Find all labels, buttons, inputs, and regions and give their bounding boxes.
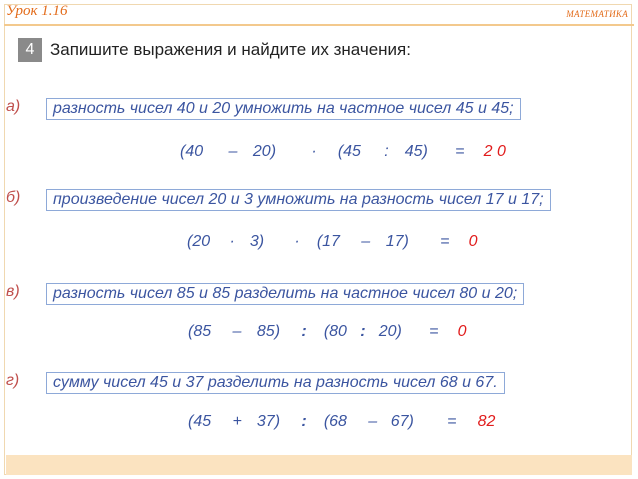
expr-operator: : — [301, 323, 307, 340]
expr-operator: : — [360, 323, 366, 340]
footer-bar — [6, 455, 632, 475]
expr-term: (85 — [188, 323, 212, 340]
expr-term: 67) — [390, 413, 414, 430]
task-number-badge: 4 — [18, 38, 42, 62]
expr-term: (45 — [188, 413, 212, 430]
expr-term: 20) — [252, 143, 277, 160]
subject-label: МАТЕМАТИКА — [566, 9, 628, 19]
expr-operator: – — [232, 323, 242, 340]
expr-term: (17 — [316, 233, 340, 250]
expr-term: 85) — [256, 323, 281, 340]
lesson-label: Урок 1.16 — [6, 3, 68, 19]
item-letter: а) — [6, 98, 21, 115]
expression — [180, 143, 506, 161]
expr-operator: – — [368, 413, 378, 430]
answer-value: 82 — [477, 413, 496, 430]
expr-term: 17) — [385, 233, 409, 250]
answer-value: 0 — [468, 233, 478, 250]
expression — [188, 413, 495, 431]
expr-term: (20 — [187, 233, 211, 250]
expr-operator: + — [232, 413, 242, 430]
expr-term: 3) — [249, 233, 265, 250]
expr-operator: – — [228, 143, 238, 160]
expr-operator: : — [384, 143, 389, 160]
expression — [188, 323, 467, 341]
expr-term: (40 — [180, 143, 204, 160]
expr-operator: : — [301, 413, 307, 430]
expr-term: (45 — [337, 143, 361, 160]
expr-equals: = — [429, 323, 439, 340]
problem-text-box: произведение чисел 20 и 3 умножить на разность чисел 17 и 17; — [46, 189, 551, 211]
problem-text-box: разность чисел 40 и 20 умножить на частное чисел 45 и 45; — [46, 98, 521, 120]
problem-text-box: сумму чисел 45 и 37 разделить на разность чисел 68 и 67. — [46, 372, 505, 394]
answer-value: 0 — [457, 323, 467, 340]
expr-term: 20) — [378, 323, 402, 340]
problem-text-box: разность чисел 85 и 85 разделить на частное чисел 80 и 20; — [46, 283, 524, 305]
expr-term: (68 — [323, 413, 347, 430]
expr-term: 37) — [256, 413, 281, 430]
expr-operator: · — [311, 143, 317, 160]
expr-equals: = — [440, 233, 450, 250]
task-title: Запишите выражения и найдите их значения: — [50, 40, 411, 59]
answer-value: 2 0 — [483, 143, 506, 160]
expression — [187, 233, 478, 251]
item-letter: г) — [6, 372, 20, 389]
expr-equals: = — [447, 413, 457, 430]
expr-operator: · — [294, 233, 300, 250]
expr-equals: = — [455, 143, 465, 160]
expr-term: 45) — [404, 143, 428, 160]
expr-operator: · — [229, 233, 235, 250]
expr-term: (80 — [323, 323, 347, 340]
item-letter: в) — [6, 283, 20, 300]
header-divider — [4, 24, 634, 26]
item-letter: б) — [6, 189, 21, 206]
expr-operator: – — [361, 233, 371, 250]
